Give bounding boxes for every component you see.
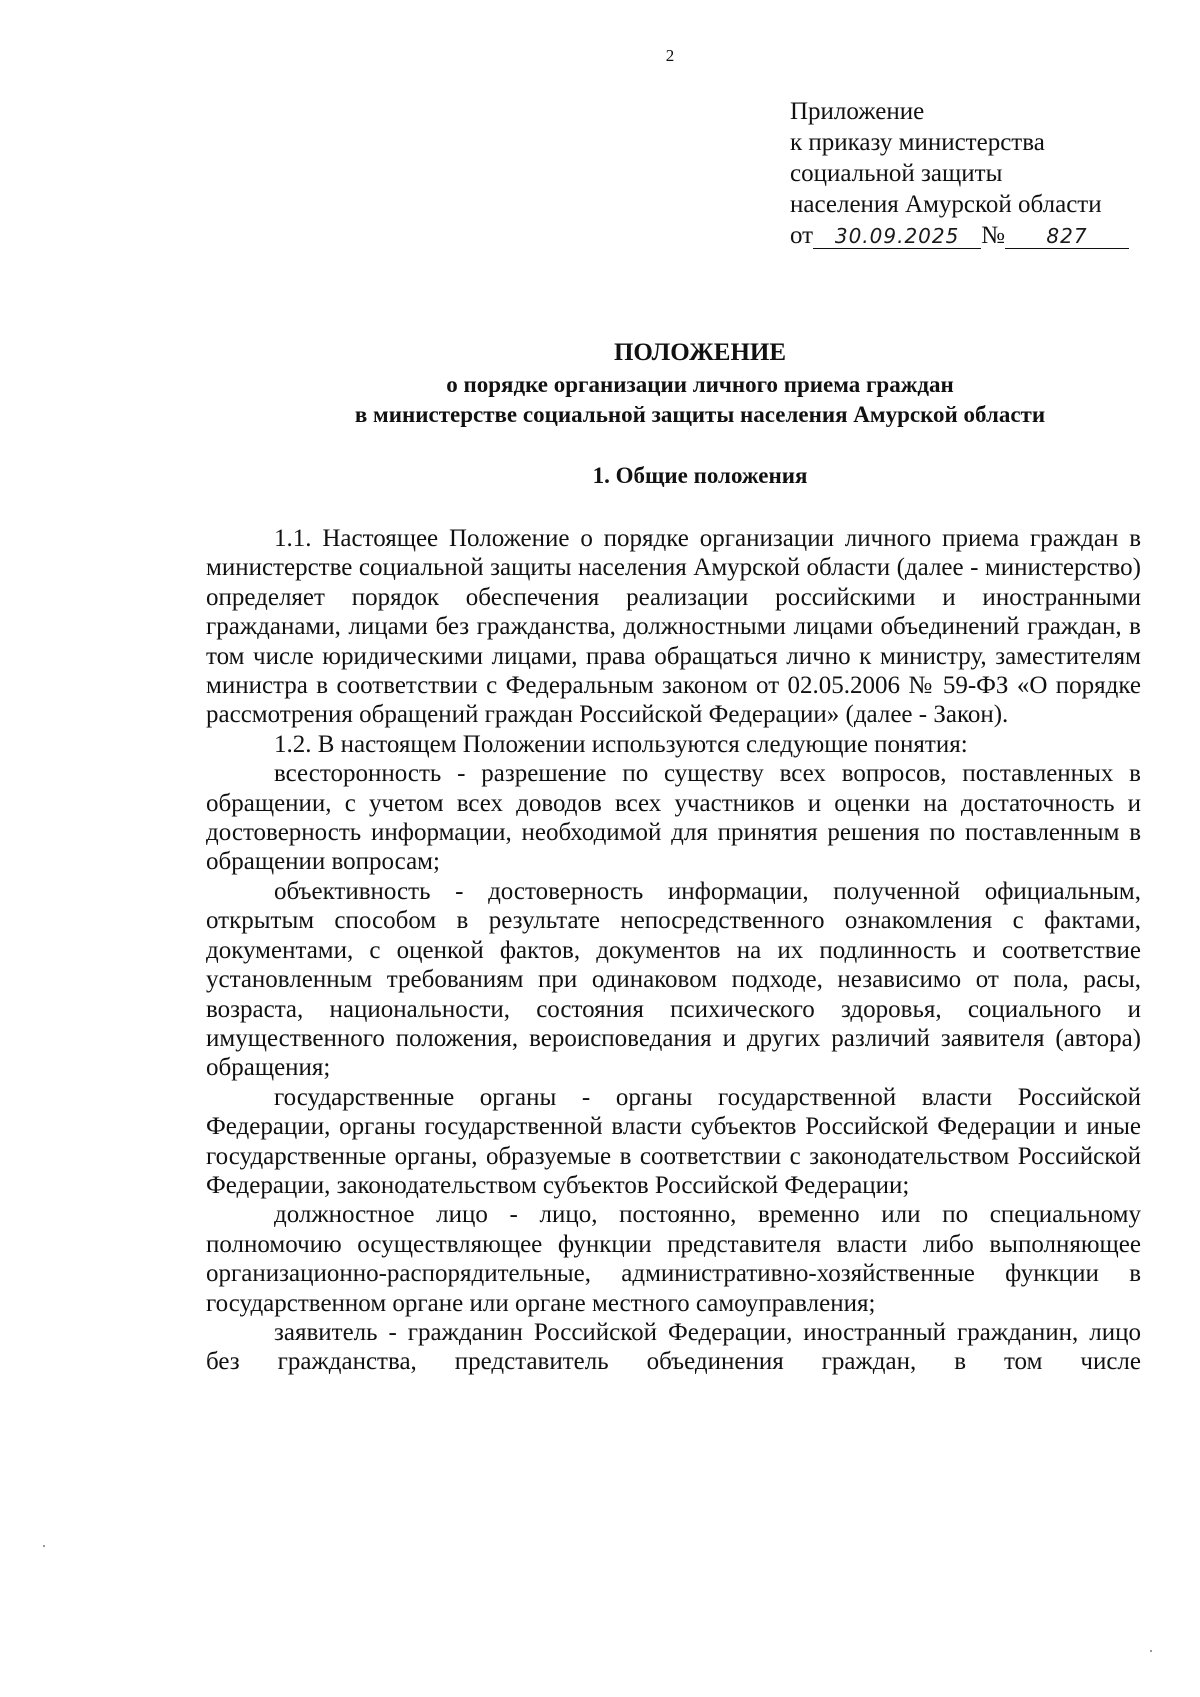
page-number: 2 [665, 46, 675, 65]
appendix-block [790, 96, 1160, 251]
subtitle-line: в министерстве социальной защиты населения Амурской области [354, 402, 1046, 427]
order-date-line [790, 220, 1160, 251]
section-heading: 1. Общие положения [592, 463, 808, 488]
paragraph: должностное лицо - лицо, постоянно, временно или по специальному полномочию осуществляющее функции представителя власти либо выполняющее организационно-распорядительные, административно-хозяйственные функции в государственном органе или органе местного самоуправления; [206, 1201, 1141, 1317]
document-subtitle [285, 370, 1115, 430]
appendix-line: населения Амурской области [790, 191, 1102, 218]
scan-speck [43, 1545, 45, 1547]
paragraph: 1.2. В настоящем Положении используются следующие понятия: [274, 730, 968, 758]
appendix-line: Приложение [790, 98, 925, 125]
handwritten-number: 827 [1005, 224, 1129, 249]
body-text [206, 524, 1141, 1377]
appendix-line: к приказу министерства [790, 129, 1045, 156]
subtitle-line: о порядке организации личного приема граждан [446, 372, 954, 397]
paragraph: заявитель - гражданин Российской Федерации, иностранный гражданин, лицо без гражданства, представитель объединения граждан, в том числе [206, 1318, 1141, 1376]
date-prefix: от [790, 222, 814, 249]
paragraph: всесторонность - разрешение по существу всех вопросов, поставленных в обращении, с учетом всех доводов всех участников и оценки на достаточность и достоверность информации, необходимой для принятия решения по поставленным в обращении вопросам; [206, 760, 1141, 876]
document-title: ПОЛОЖЕНИЕ [613, 339, 787, 366]
appendix-line: социальной защиты [790, 160, 1003, 187]
handwritten-date: 30.09.2025 [813, 224, 981, 249]
scan-speck [1150, 1650, 1152, 1652]
paragraph: объективность - достоверность информации, полученной официальным, открытым способом в результате непосредственного ознакомления с фактами, документами, с оценкой фактов, документов на их подлинность и соответствие установленным требованиям при одинаковом подходе, независимо от пола, расы, возраста, национальности, состояния психического здоровья, социального и имущественного положения, вероисповедания и других различий заявителя (автора) обращения; [206, 877, 1141, 1082]
paragraph: государственные органы - органы государственной власти Российской Федерации, органы государственной власти субъектов Российской Федерации и иные государственные органы, образуемые в соответствии с законодательством Российской Федерации, законодательством субъектов Российской Федерации; [206, 1083, 1141, 1199]
number-prefix: № [981, 222, 1005, 249]
paragraph: 1.1. Настоящее Положение о порядке организации личного приема граждан в министерстве социальной защиты населения Амурской области (далее - министерство) определяет порядок обеспечения реализации российскими и иностранными гражданами, лицами без гражданства, должностными лицами объединений граждан, в том числе юридическими лицами, права обращаться лично к министру, заместителям министра в соответствии с Федеральным законом от 02.05.2006 № 59-ФЗ «О порядке рассмотрения обращений граждан Российской Федерации» (далее - Закон). [206, 525, 1141, 729]
